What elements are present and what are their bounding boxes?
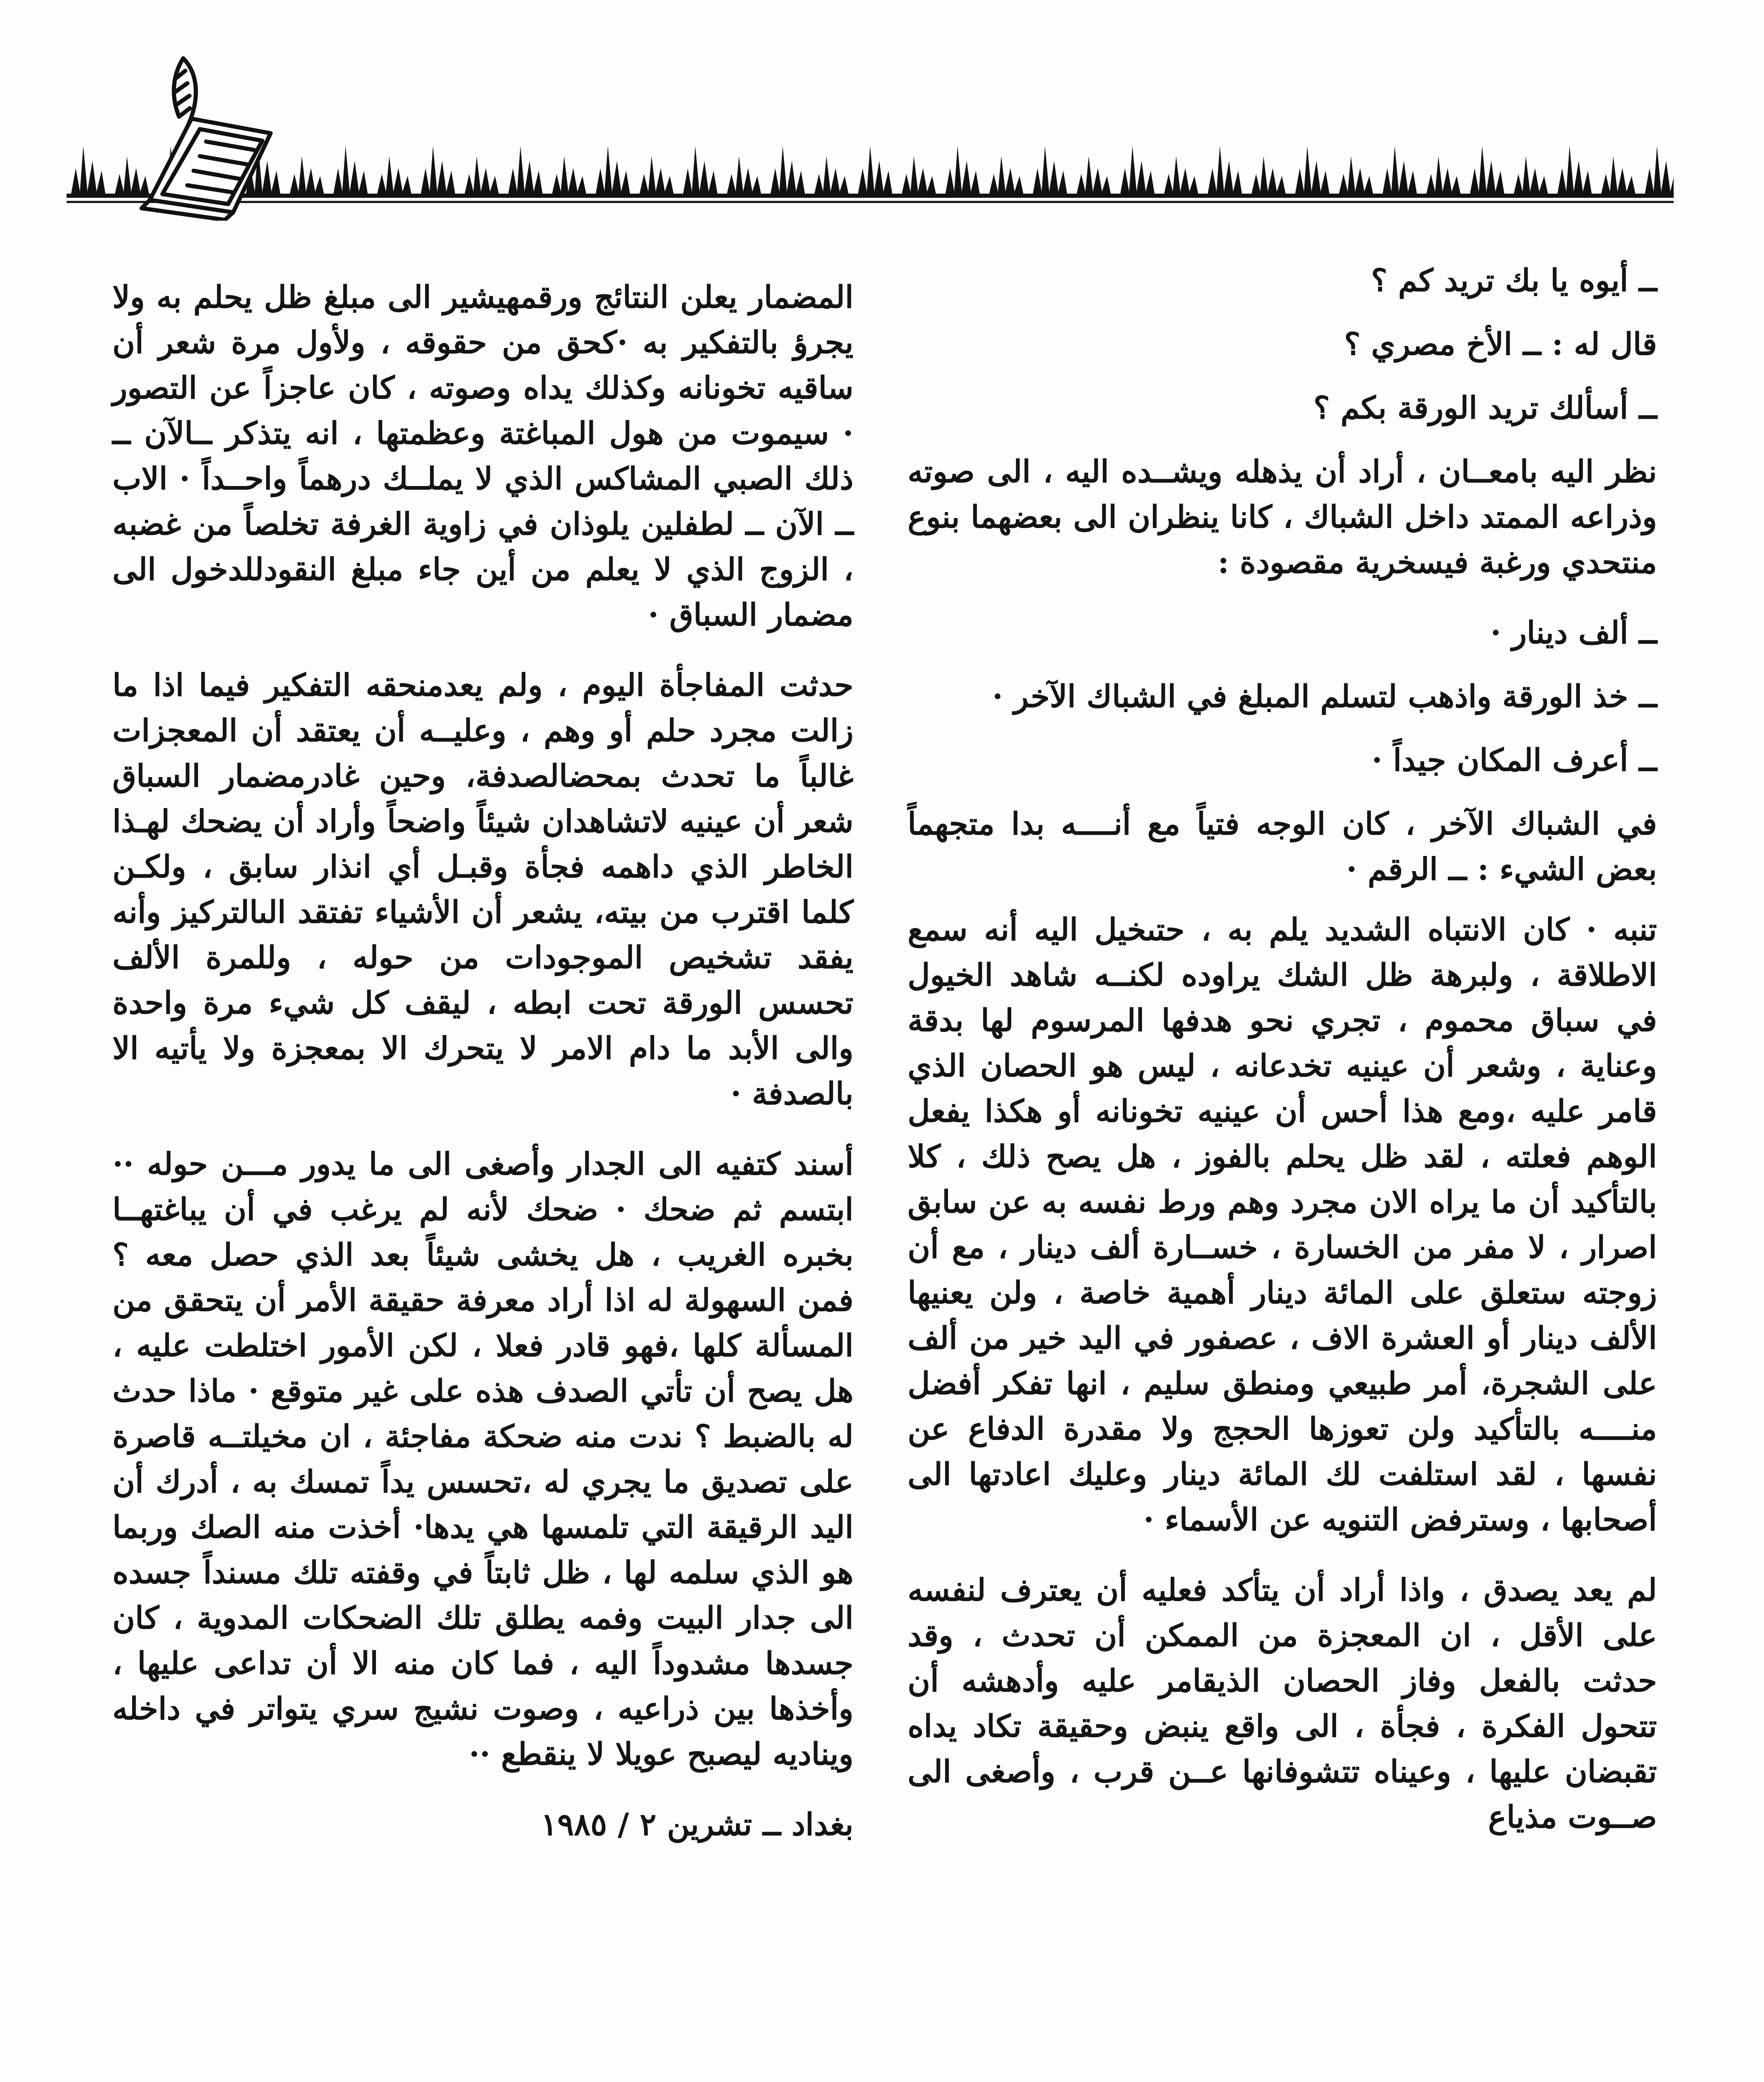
foliage-tuft <box>333 146 368 196</box>
paragraph: ــ ألف دينار · <box>1490 615 1657 651</box>
foliage-tuft <box>1164 156 1199 196</box>
foliage-tuft <box>1513 156 1548 196</box>
paragraph: ــ أسألك تريد الورقة بكم ؟ <box>1313 390 1657 426</box>
article-column-left <box>112 275 853 1848</box>
foliage-tuft <box>71 146 106 196</box>
foliage-tuft <box>1470 146 1505 196</box>
foliage-tuft <box>901 156 936 196</box>
paragraph: تنبه · كان الانتباه الشديد يلم به ، حتىخيل اليه أنه سمع الاطلاقة ، ولبرهة ظل الشك يراوده لكنــه شاهد الخيول في سباق محموم ، تجري نحو هدفها المرسوم لها بدقة وعناية ، وشعر أن عينيه تخدعانه ، ليس هو الحصان الذي قامر عليه ،ومع هذا أحس أن عينيه تخونانه أو هكذا يفعل الوهم فعلته ، لقد ظل يحلم بالفوز ، هل يصح ذلك ، كلا بالتأكيد أن ما يراه الان مجرد وهم ورط نفسه به عن سابق اصرار ، لا مفر من الخسارة ، خســارة ألف دينار ، مع أن زوجته ستعلق على المائة دينار أهمية خاصة ، ولن يعنيها الألف دينار أو العشرة الاف ، عصفور في اليد خير من ألف على الشجرة، أمر طبيعي ومنطق سليم ، انها تفكر أفضل منــــه بالتأكيد ولن تعوزها الحجج ولا مقدرة الدفاع عن نفسها ، لقد استلفت لك المائة دينار وعليك اعادتها الى أصحابها ، وسترفض التنويه عن الأسماء · <box>908 912 1657 1538</box>
paragraph: نظر اليه بامعــان ، أراد أن يذهله ويشــده اليه ، الى صوته وذراعه الممتد داخل الشباك ، كانا ينظران الى بعضهما بنوع منتحدي ورغبة فيسخرية مقصودة : <box>908 454 1657 580</box>
foliage-tuft <box>1557 146 1592 196</box>
foliage-tuft <box>1207 146 1242 196</box>
foliage-tuft <box>1120 146 1155 196</box>
paragraph: ــ خذ الورقة واذهب لتسلم المبلغ في الشباك الآخر · <box>992 679 1657 715</box>
foliage-tuft <box>1251 156 1286 196</box>
foliage-tuft <box>1076 156 1111 196</box>
paragraph: أسند كتفيه الى الجدار وأصغى الى ما يدور مـــن حوله ·· ابتسم ثم ضحك · ضحك لأنه لم يرغب في أن يباغتهــا بخبره الغريب ، هل يخشى شيئاً بعد الذي حصل معه ؟ فمن السهولة له اذا أراد معرفة حقيقة الأمر أن يتحقق من المسألة كلها ،فهو قادر فعلا ، لكن الأمور اختلطت عليه ، هل يصح أن تأتي الصدف هذه على غير متوقع · ماذا حدث له بالضبط ؟ ندت منه ضحكة مفاجئة ، ان مخيلتــه قاصرة على تصديق ما يجري له ،تحسس يداً تمسك به ، أدرك أن اليد الرقيقة التي تلمسها هي يدها· أخذت منه الصك وربما هو الذي سلمه لها ، ظل ثابتاً في وقفته تلك مسنداً جسده الى جدار البيت وفمه يطلق تلك الضحكات المدوية ، كان جسدها مشدوداً اليه ، فما كان منه الا أن تداعى عليها ، وأخذها بين ذراعيه ، وصوت نشيج سري يتواتر في داخله ويناديه ليصبح عويلا لا ينقطع ·· <box>112 1146 853 1772</box>
foliage-tuft <box>770 146 805 196</box>
foliage-tuft <box>1382 146 1417 196</box>
paragraph: قال له : ــ الأخ مصري ؟ <box>1344 326 1657 362</box>
foliage-tuft <box>1339 156 1373 196</box>
foliage-tuft <box>1426 156 1461 196</box>
foliage-tuft <box>814 156 849 196</box>
article-column-right <box>908 258 1657 1865</box>
foliage-tuft <box>1645 146 1674 196</box>
foliage-tuft <box>420 146 455 196</box>
foliage-tuft <box>377 156 412 196</box>
foliage-tuft <box>464 156 499 196</box>
foliage-tuft <box>683 146 718 196</box>
dateline: بغداد ــ تشرين ٢ / ١٩٨٥ <box>541 1807 853 1843</box>
paragraph: لم يعد يصدق ، واذا أراد أن يتأكد فعليه أن يعترف لنفسه على الأقل ، ان المعجزة من الممكن أن تحدث ، وقد حدثت بالفعل وفاز الحصان الذيقامر عليه وأدهشه أن تتحول الفكرة ، فجأة ، الى واقع ينبض وحقيقة تكاد يداه تقبضان عليها ، وعيناه تتشوفانها عــن قرب ، وأصغى الى صــوت مذياع <box>908 1572 1657 1835</box>
paragraph: في الشباك الآخر ، كان الوجه فتياً مع أنــــه بدا متجهماً بعض الشيء : ــ الرقم · <box>908 806 1657 887</box>
foliage-tuft <box>1295 146 1330 196</box>
foliage-tuft <box>508 146 543 196</box>
paragraph: ــ أيوه يا بك تريد كم ؟ <box>1371 263 1657 299</box>
foliage-tuft <box>726 156 761 196</box>
paragraph: ــ أعرف المكان جيداً · <box>1371 742 1657 778</box>
foliage-tuft <box>1601 156 1636 196</box>
foliage-tuft <box>989 156 1024 196</box>
foliage-tuft <box>595 146 630 196</box>
paragraph: المضمار يعلن النتائج ورقمهيشير الى مبلغ ظل يحلم به ولا يجرؤ بالتفكير به ·كحق من حقوقه ، ولأول مرة شعر أن ساقيه تخونانه وكذلك يداه وصوته ، كان عاجزاً عن التصور · سيموت من هول المباغتة وعظمتها ، انه يتذكر ــالآن ــ ذلك الصبي المشاكس الذي لا يملــك درهماً واحــداً · الاب ــ الآن ــ لطفلين يلوذان في زاوية الغرفة تخلصاً من غضبه ، الزوج الذي لا يعلم من أين جاء مبلغ النقودللدخول الى مضمار السباق · <box>112 279 853 633</box>
foliage-tuft <box>858 146 893 196</box>
foliage-tuft <box>552 156 587 196</box>
foliage-tuft <box>1033 146 1067 196</box>
paragraph: حدثت المفاجأة اليوم ، ولم يعدمنحقه التفكير فيما اذا ما زالت مجرد حلم أو وهم ، وعليــه أن يعتقد أن المعجزات غالباً ما تحدث بمحضالصدفة، وحين غادرمضمار السباق شعر أن عينيه لاتشاهدان شيئاً واضحاً وأراد أن يضحك لهـذا الخاطر الذي داهمه فجأة وقبـل أي انذار سابق ، ولكـن كلما اقترب من بيته، يشعر أن الأشياء تفتقد الىالتركيز وأنه يفقد تشخيص الموجودات من حوله ، وللمرة الألف تحسس الورقة تحت ابطه ، ليقف كل شيء مرة واحدة والى الأبد ما دام الامر لا يتحرك الا بمعجزة ولا يأتيه الا بالصدفة · <box>112 667 853 1112</box>
foliage-tuft <box>945 146 980 196</box>
foliage-tuft <box>639 156 674 196</box>
feather-quill-and-book-icon <box>133 46 308 221</box>
